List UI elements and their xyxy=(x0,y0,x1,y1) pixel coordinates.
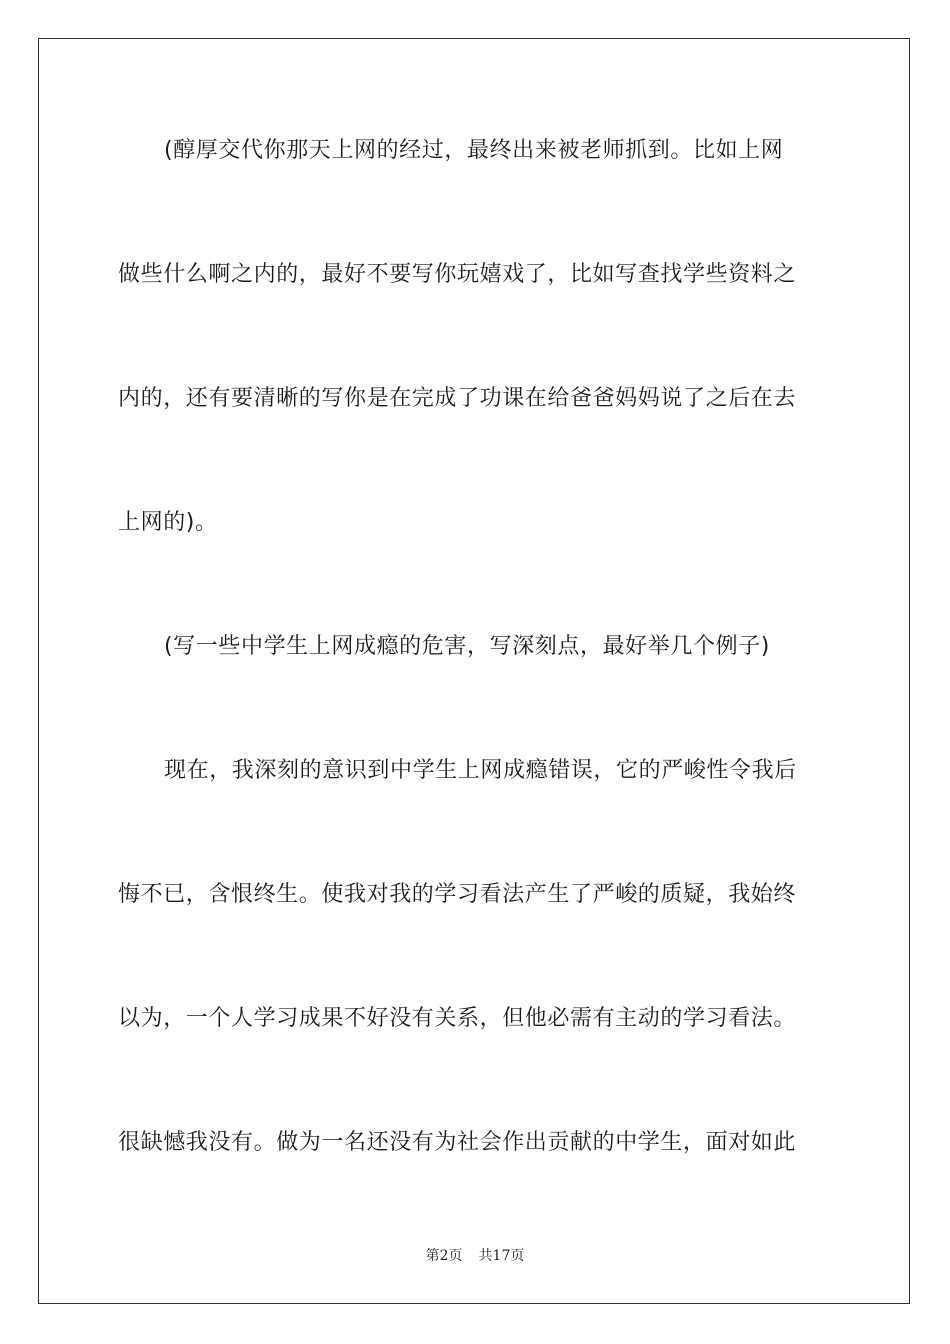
text-line: 上网的)。 xyxy=(118,510,218,535)
page-footer xyxy=(0,1246,950,1266)
text-line: 现在，我深刻的意识到中学生上网成瘾错误，它的严峻性令我后 xyxy=(164,758,797,783)
text-line: 以为，一个人学习成果不好没有关系，但他必需有主动的学习看法。 xyxy=(118,1006,797,1031)
page-total: 共17页 xyxy=(478,1248,525,1264)
text-line: 悔不已，含恨终生。使我对我的学习看法产生了严峻的质疑，我始终 xyxy=(118,882,797,907)
page-number: 第2页 xyxy=(425,1248,463,1264)
text-line: (醇厚交代你那天上网的经过，最终出来被老师抓到。比如上网 xyxy=(164,138,784,163)
text-line: 做些什么啊之内的，最好不要写你玩嬉戏了，比如写查找学些资料之 xyxy=(118,262,797,287)
text-line: 内的，还有要清晰的写你是在完成了功课在给爸爸妈妈说了之后在去 xyxy=(118,386,797,411)
text-line: (写一些中学生上网成瘾的危害，写深刻点，最好举几个例子) xyxy=(164,634,770,659)
text-line: 很缺憾我没有。做为一名还没有为社会作出贡献的中学生，面对如此 xyxy=(118,1130,797,1155)
page-frame xyxy=(38,38,910,1304)
